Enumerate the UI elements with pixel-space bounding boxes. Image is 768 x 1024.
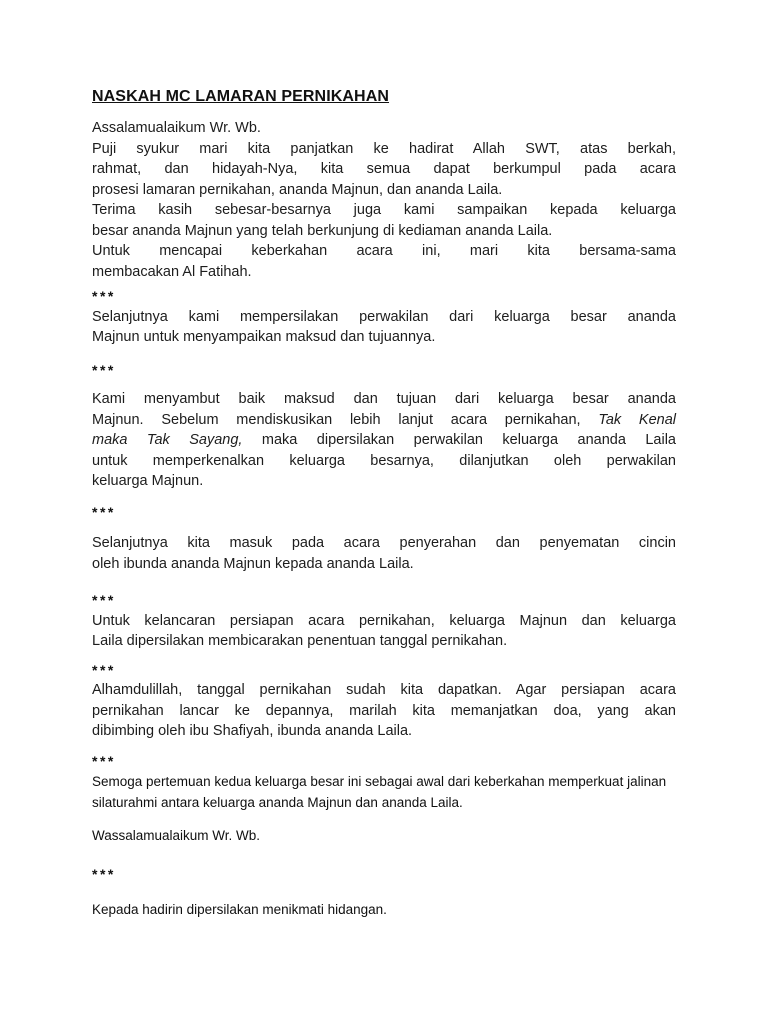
text-line: Kami menyambut baik maksud dan tujuan dari keluarga besar ananda bbox=[92, 391, 676, 407]
text-line: dibimbing oleh ibu Shafiyah, ibunda ananda Laila. bbox=[92, 723, 413, 739]
text-segment-italic: maka Tak Sayang, bbox=[92, 432, 262, 448]
section-separator: *** bbox=[92, 752, 116, 769]
text-line: Kepada hadirin dipersilakan menikmati hidangan. bbox=[92, 901, 387, 917]
text-segment-italic: Tak Kenal bbox=[598, 411, 676, 428]
text-line: Wassalamualaikum Wr. Wb. bbox=[92, 828, 261, 843]
paragraph-perkenalan-keluarga bbox=[92, 389, 676, 492]
section-separator: *** bbox=[92, 288, 116, 304]
text-line: Puji syukur mari kita panjatkan ke hadirat Allah SWT, atas berkah, bbox=[92, 140, 676, 157]
section-separator: *** bbox=[92, 866, 116, 882]
section-separator: *** bbox=[92, 361, 116, 378]
text-line: prosesi lamaran pernikahan, ananda Majnun, dan ananda Laila. bbox=[92, 181, 503, 198]
text-line: besar ananda Majnun yang telah berkunjung di kediaman ananda Laila. bbox=[92, 222, 553, 239]
text-line: silaturahmi antara keluarga ananda Majnun dan ananda Laila. bbox=[92, 795, 463, 810]
text-line: Selanjutnya kami mempersilakan perwakilan dari keluarga besar ananda bbox=[92, 308, 676, 325]
section-separator: *** bbox=[92, 503, 116, 520]
text-line: Majnun untuk menyampaikan maksud dan tujuannya. bbox=[92, 329, 436, 345]
paragraph-doa bbox=[92, 680, 676, 742]
text-line: Untuk kelancaran persiapan acara pernikahan, keluarga Majnun dan keluarga bbox=[92, 612, 676, 629]
text-line: Laila dipersilakan membicarakan penentuan tanggal pernikahan. bbox=[92, 633, 508, 649]
document-title: NASKAH MC LAMARAN PERNIKAHAN bbox=[92, 88, 390, 105]
text-line: rahmat, dan hidayah-Nya, kita semua dapat berkumpul pada acara bbox=[92, 161, 676, 177]
paragraph-harapan bbox=[92, 771, 676, 813]
text-line: pernikahan lancar ke depannya, marilah kita memanjatkan doa, yang akan bbox=[92, 702, 676, 719]
text-line: keluarga Majnun. bbox=[92, 473, 204, 489]
text-line: oleh ibunda ananda Majnun kepada ananda Laila. bbox=[92, 555, 414, 572]
text-segment: Majnun. Sebelum mendiskusikan lebih lanjut acara pernikahan, bbox=[92, 411, 599, 428]
text-line: membacakan Al Fatihah. bbox=[92, 263, 252, 280]
paragraph-perwakilan-majnun bbox=[92, 307, 676, 348]
text-line: Alhamdulillah, tanggal pernikahan sudah kita dapatkan. Agar persiapan acara bbox=[92, 682, 676, 698]
section-separator: *** bbox=[92, 661, 116, 678]
text-line: Terima kasih sebesar-besarnya juga kami sampaikan kepada keluarga bbox=[92, 202, 676, 218]
text-line: Untuk mencapai keberkahan acara ini, mari kita bersama-sama bbox=[92, 243, 676, 259]
paragraph-penentuan-tanggal bbox=[92, 611, 676, 652]
text-line: Assalamualaikum Wr. Wb. bbox=[92, 120, 261, 136]
paragraph-penyematan-cincin bbox=[92, 533, 676, 574]
section-separator: *** bbox=[92, 592, 116, 608]
text-line: Semoga pertemuan kedua keluarga besar ini sebagai awal dari keberkahan memperkuat jalinan bbox=[92, 774, 667, 789]
paragraph-hidangan bbox=[92, 899, 676, 920]
paragraph-salam-penutup bbox=[92, 825, 676, 846]
text-line bbox=[92, 410, 676, 431]
text-line: Selanjutnya kita masuk pada acara penyerahan dan penyematan cincin bbox=[92, 535, 676, 551]
text-segment: maka dipersilakan perwakilan keluarga ananda Laila bbox=[261, 432, 676, 448]
paragraph-opening bbox=[92, 118, 676, 282]
text-line bbox=[92, 430, 676, 451]
text-line: untuk memperkenalkan keluarga besarnya, dilanjutkan oleh perwakilan bbox=[92, 452, 676, 469]
